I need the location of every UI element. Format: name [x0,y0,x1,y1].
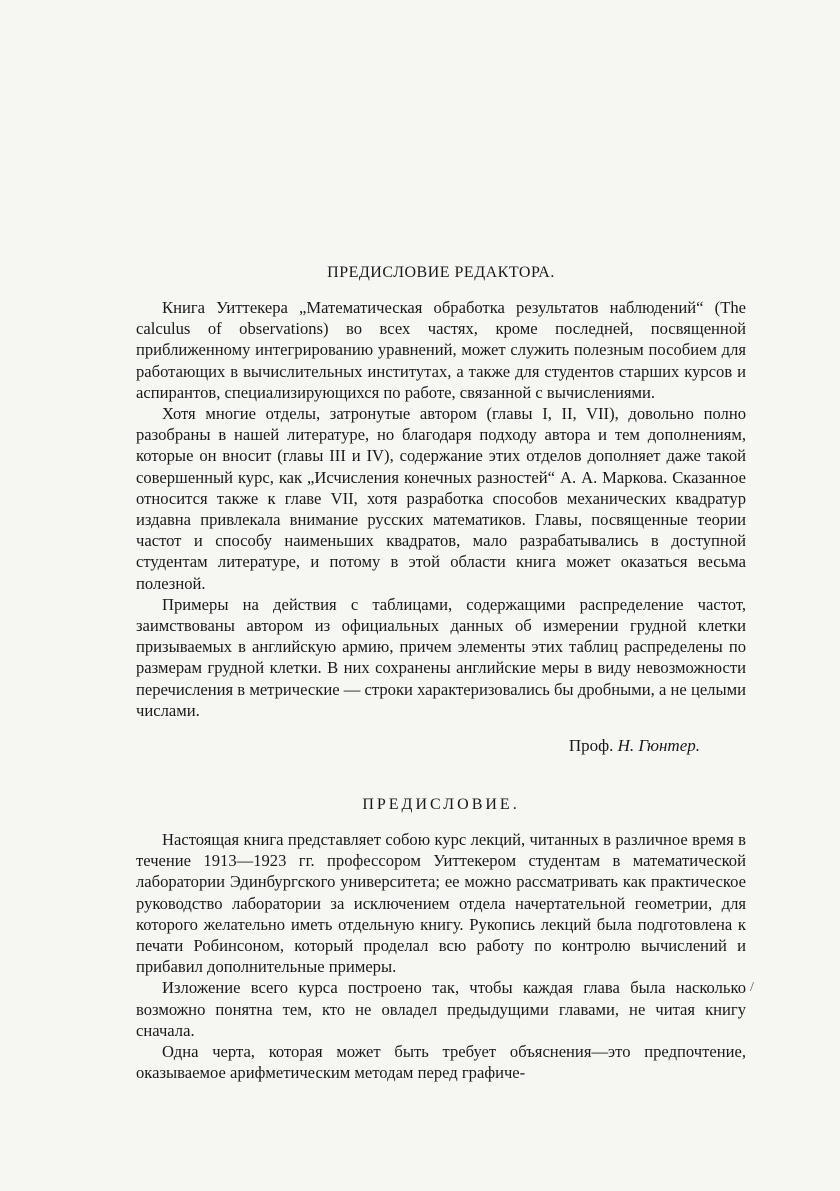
preface-paragraph: Настоящая книга представляет собою курс лекций, читанных в различное время в течение 1913—1923 гг. профессором Уиттекером студентам в математической лаборатории Эдинбургского университета; ее можно рассматривать как практическое руководство лаборатории за исключением отдела начертательной геометрии, для которого желательно иметь отдельную книгу. Рукопись лекций была подготовлена к печати Робинсоном, который проделал всю работу по контролю вычислений и прибавил дополнительные примеры. [136,830,746,977]
editor-preface-paragraph: Книга Уиттекера „Математическая обработка результатов наблюдений“ (The calculus of observations) во всех частях, кроме последней, посвященной приближенному интегрированию уравнений, может служить полезным пособием для работающих в вычислительных институтах, а также для студентов старших курсов и аспирантов, специализирующихся по работе, связанной с вычислениями. [136,298,746,402]
editor-preface-title: ПРЕДИСЛОВИЕ РЕДАКТОРА. [327,264,555,281]
page-content [136,263,746,1084]
preface-paragraph: Одна черта, которая может быть требует объяснения—это предпочтение, оказываемое арифметическим методам перед графиче- [136,1042,746,1083]
editor-signature [136,735,700,757]
signature-name: Н. Гюнтер. [617,736,700,756]
preface-paragraph: Изложение всего курса построено так, чтобы каждая глава была насколько возможно понятна тем, кто не овладел предыдущими главами, не читая книгу сначала. [136,978,746,1040]
preface-title: ПРЕДИСЛОВИЕ. [362,796,520,814]
signature-prefix: Проф. [568,736,614,756]
editor-preface-paragraph: Хотя многие отделы, затронутые автором (главы I, II, VII), довольно полно разобраны в нашей литературе, но благодаря подходу автора и тем дополнениям, которые он вносит (главы III и IV), содержание этих отделов дополняет даже такой совершенный курс, как „Исчисления конечных разностей“ А. А. Маркова. Сказанное относится также к главе VII, хотя разработка способов механических квадратур издавна привлекала внимание русских математиков. Главы, посвященные теории частот и способу наименьших квадратов, мало разрабатывались в доступной студентам литературе, и потому в этой области книга может оказаться весьма полезной. [136,404,746,593]
margin-mark: / [750,980,754,995]
editor-preface-paragraph: Примеры на действия с таблицами, содержащими распределение частот, заимствованы автором из официальных данных об измерении грудной клетки призываемых в английскую армию, причем элементы этих таблиц распределены по размерам грудной клетки. В них сохранены английские меры в виду невозможности перечисления в метрические — строки характеризовались бы дробными, а не целыми числами. [136,594,746,720]
preface-section [136,795,746,1083]
